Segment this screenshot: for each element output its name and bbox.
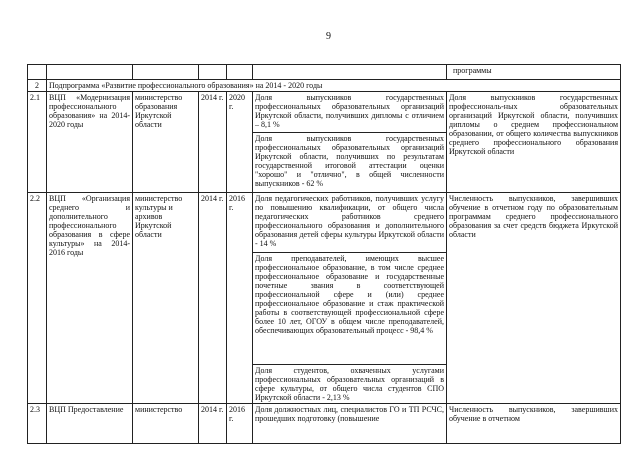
program-name: ВЦП Предоставление [47, 404, 133, 444]
end-year: 2016 г. [227, 193, 253, 404]
row-number: 2.1 [28, 92, 47, 193]
section-title: Подпрограмма «Развитие профессионального образования» на 2014 - 2020 годы [47, 80, 621, 92]
end-year: 2020 г. [227, 92, 253, 193]
start-year: 2014 г. [199, 404, 227, 444]
program-indicator: Численность выпускников, завершивших обучение в отчетном году по образовательным программам среднего профессионального образования за счет средств бюджета Иркутской области [447, 193, 621, 404]
page-number: 9 [326, 31, 331, 42]
indicator-cell: Доля педагогических работников, получивших услугу по повышению квалификации, от общего числа педагогических работников среднего профессионального образования и дополнительного образования детей сферы культуры Иркутской области - 14 % [253, 193, 447, 253]
program-name: ВЦП «Модернизация профессионального образования» на 2014-2020 годы [47, 92, 133, 193]
table-row [28, 404, 621, 444]
program-table [27, 64, 621, 444]
section-row [28, 80, 621, 92]
table-row [28, 92, 621, 133]
indicator-cell: Доля студентов, охваченных услугами профессиональных образовательных организаций в сфере культуры, от общего числа студентов СПО Иркутской области - 2,13 % [253, 365, 447, 404]
end-year: 2016 г. [227, 404, 253, 444]
indicator-cell: Доля выпускников государственных профессиональных образовательных организаций Иркутской области, получивших по результатам государственной итоговой аттестации оценки "хорошо" и "отлично", в общей численности выпускников - 62 % [253, 133, 447, 193]
executor: министерство [133, 404, 199, 444]
header-cell-program: программы [447, 65, 621, 80]
row-number: 2.3 [28, 404, 47, 444]
start-year: 2014 г. [199, 92, 227, 193]
executor: министерство культуры и архивов Иркутской области [133, 193, 199, 404]
table-header-row [28, 65, 621, 80]
program-indicator: Доля выпускников государственных профессиональ-ных образовательных организаций Иркутской области, получивших дипломы о среднем профессиональном образовании, от общего количества выпускников среднего профессионального образования Иркутской области [447, 92, 621, 193]
section-number: 2 [28, 80, 47, 92]
start-year: 2014 г. [199, 193, 227, 404]
indicator-cell: Доля выпускников государственных профессиональных образовательных организаций Иркутской области, получивших дипломы с отличием – 8,1 % [253, 92, 447, 133]
indicator-cell: Доля преподавателей, имеющих высшее профессиональное образование, в том числе среднее профессиональное образование и государственные почетные звания в соответствующей профессиональной сфере и (или) среднее профессиональное образование и стаж практической работы в соответствующей профессиональной сфере более 10 лет, ОГОУ в общем числе преподавателей, обеспечивающих образовательный процесс - 98,4 % [253, 253, 447, 365]
program-indicator: Численность выпускников, завершивших обучение в отчетном [447, 404, 621, 444]
table-row [28, 193, 621, 253]
row-number: 2.2 [28, 193, 47, 404]
program-name: ВЦП «Организация среднего и дополнительного профессионального образования в сфере культуры» на 2014-2016 годы [47, 193, 133, 404]
executor: министерство образования Иркутской области [133, 92, 199, 193]
indicator-cell: Доля должностных лиц, специалистов ГО и ТП РСЧС, прошедших подготовку (повышение [253, 404, 447, 444]
